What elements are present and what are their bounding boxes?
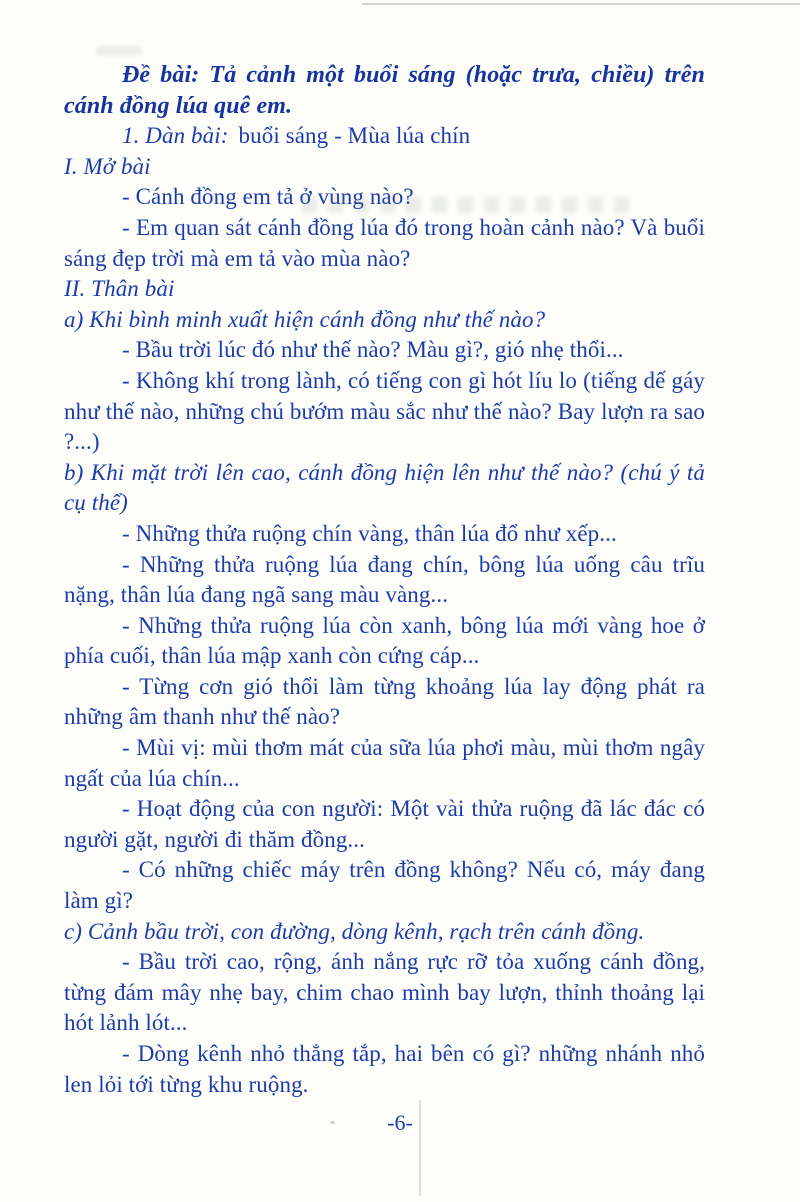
body-paragraph: - Bầu trời lúc đó như thế nào? Màu gì?, gió nhẹ thổi... xyxy=(122,337,624,363)
page-showthrough-smudge xyxy=(96,46,142,55)
outline-heading xyxy=(64,121,705,152)
essay-prompt-title: Đề bài: Tả cảnh một buổi sáng (hoặc trưa, chiều) trên cánh đồng lúa quê em. xyxy=(64,62,705,119)
body-paragraph: - Em quan sát cánh đồng lúa đó trong hoàn cảnh nào? Và buổi sáng đẹp trời mà em tả vào mùa nào? xyxy=(64,214,705,271)
subsection-b-heading: b) Khi mặt trời lên cao, cánh đồng hiện lên như thế nào? (chú ý tả cụ thể) xyxy=(64,459,705,516)
body-paragraph: - Hoạt động của con người: Một vài thửa ruộng đã lác đác có người gặt, người đi thăm đồng... xyxy=(64,796,705,852)
body-paragraph: - Dòng kênh nhỏ thẳng tắp, hai bên có gì? những nhánh nhỏ len lỏi tới từng khu ruộng. xyxy=(64,1041,705,1097)
outline-value: buổi sáng - Mùa lúa chín xyxy=(238,123,471,149)
body-paragraph: - Cánh đồng em tả ở vùng nào? xyxy=(122,184,414,210)
body-paragraph: - Bầu trời cao, rộng, ánh nắng rực rỡ tỏa xuống cánh đồng, từng đám mây nhẹ bay, chim chao mình bay lượn, thỉnh thoảng lại hót lảnh lót... xyxy=(64,949,705,1036)
body-paragraph: - Mùi vị: mùi thơm mát của sữa lúa phơi màu, mùi thơm ngây ngất của lúa chín... xyxy=(64,735,705,791)
body-paragraph: - Những thửa ruộng chín vàng, thân lúa đổ như xếp... xyxy=(122,520,617,546)
scan-vertical-line xyxy=(419,1100,421,1196)
page-number: -6- xyxy=(387,1110,413,1135)
page-text-block xyxy=(64,60,705,1100)
subsection-a-heading: a) Khi bình minh xuất hiện cánh đồng như thế nào? xyxy=(64,306,546,332)
body-paragraph: - Những thửa ruộng lúa còn xanh, bông lúa mới vàng hoe ở phía cuối, thân lúa mập xanh còn cứng cáp... xyxy=(64,612,705,669)
body-paragraph: - Từng cơn gió thổi làm từng khoảng lúa lay động phát ra những âm thanh như thế nào? xyxy=(64,673,705,730)
section-heading-than-bai: II. Thân bài xyxy=(64,276,175,302)
body-paragraph: - Không khí trong lành, có tiếng con gì hót líu lo (tiếng dế gáy như thế nào, những chú bướm màu sắc như thế nào? Bay lượn ra sao ?...) xyxy=(64,367,705,455)
section-heading-mo-bai: I. Mở bài xyxy=(64,153,151,179)
outline-label: 1. Dàn bài: xyxy=(122,123,229,149)
subsection-c-heading: c) Cảnh bầu trời, con đường, dòng kênh, rạch trên cánh đồng. xyxy=(64,918,645,944)
scan-edge-line xyxy=(362,3,800,5)
body-paragraph: - Có những chiếc máy trên đồng không? Nếu có, máy đang làm gì? xyxy=(64,857,705,914)
scan-dot xyxy=(330,1121,335,1124)
body-paragraph: - Những thửa ruộng lúa đang chín, bông lúa uống câu trĩu nặng, thân lúa đang ngã sang màu vàng... xyxy=(64,551,705,608)
